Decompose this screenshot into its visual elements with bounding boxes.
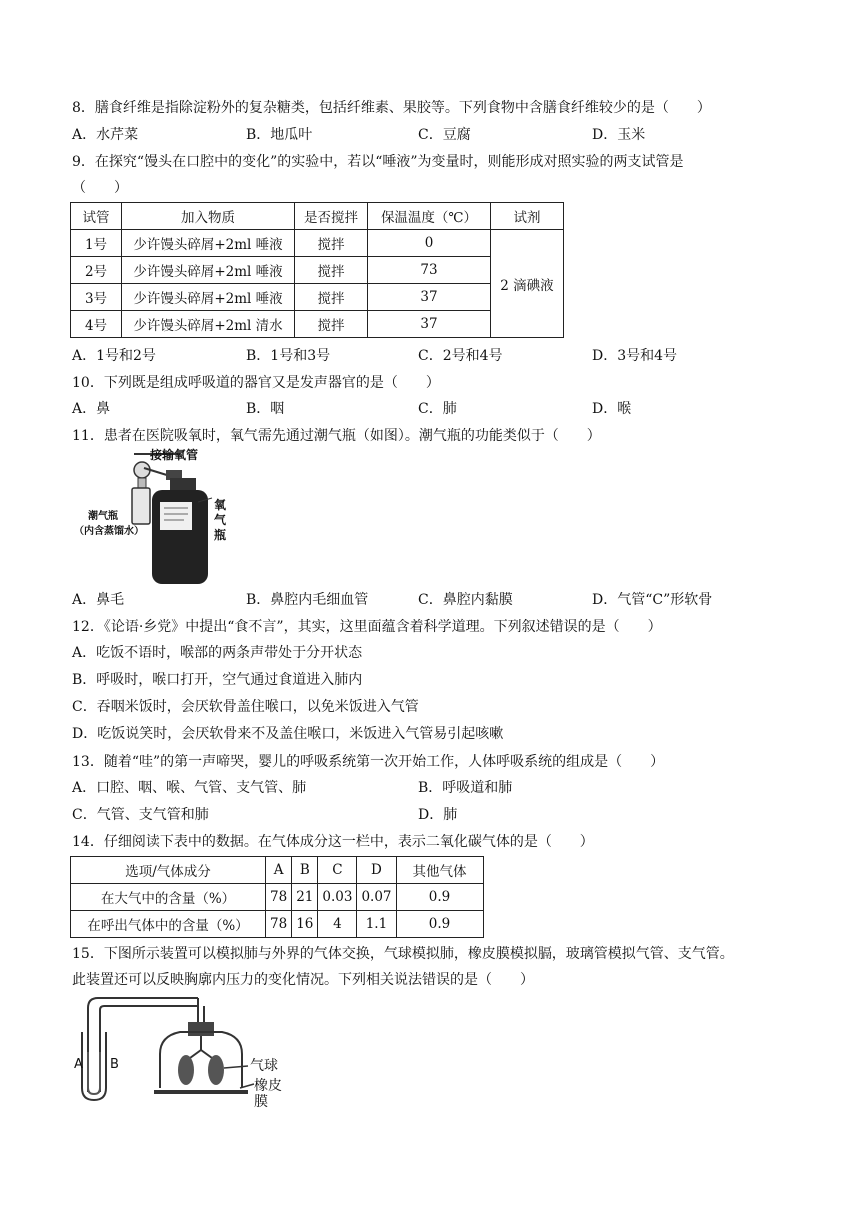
table-cell: 0.07 bbox=[357, 884, 396, 911]
table-header: 试剂 bbox=[491, 203, 564, 230]
figure-label-bottle-char: 氧 bbox=[214, 498, 227, 512]
q9-stem-line2: （ ） bbox=[72, 180, 128, 196]
table-cell: 0.9 bbox=[396, 884, 483, 911]
table-cell: 搅拌 bbox=[295, 230, 368, 257]
table-cell: 4号 bbox=[71, 311, 122, 338]
q8-stem: 8．膳食纤维是指除淀粉外的复杂糖类，包括纤维素、果胶等。下列食物中含膳食纤维较少的是（ ） bbox=[72, 100, 711, 116]
table-cell: 少许馒头碎屑+2ml 唾液 bbox=[122, 284, 295, 311]
q11-option-a: A．鼻毛 bbox=[72, 592, 125, 608]
figure-label-balloon: 气球 bbox=[250, 1058, 278, 1074]
q13-option-a: A．口腔、咽、喉、气管、支气管、肺 bbox=[72, 780, 307, 796]
table-cell: 4 bbox=[318, 911, 357, 938]
q12-option-a: A．吃饭不语时，喉部的两条声带处于分开状态 bbox=[72, 645, 363, 661]
q14-stem: 14．仔细阅读下表中的数据。在气体成分这一栏中，表示二氧化碳气体的是（ ） bbox=[72, 834, 594, 850]
q8-option-b: B．地瓜叶 bbox=[246, 127, 313, 143]
table-cell: 21 bbox=[292, 884, 318, 911]
table-cell: 78 bbox=[266, 884, 292, 911]
table-header: 试管 bbox=[71, 203, 122, 230]
table-cell: 搅拌 bbox=[295, 311, 368, 338]
figure-label-a: A bbox=[74, 1057, 83, 1072]
q9-option-d: D．3号和4号 bbox=[592, 348, 678, 364]
table-cell: 2号 bbox=[71, 257, 122, 284]
figure-label-bottle-char: 瓶 bbox=[214, 528, 227, 542]
q9-option-a: A．1号和2号 bbox=[72, 348, 156, 364]
q9-option-b: B．1号和3号 bbox=[246, 348, 331, 364]
table-header: 保温温度（℃） bbox=[368, 203, 491, 230]
table-cell: 在大气中的含量（%） bbox=[71, 884, 266, 911]
table-header: 其他气体 bbox=[396, 857, 483, 884]
table-cell: 37 bbox=[368, 311, 491, 338]
table-cell: 0.03 bbox=[318, 884, 357, 911]
q9-option-c: C．2号和4号 bbox=[418, 348, 503, 364]
q12-option-d: D．吃饭说笑时，会厌软骨来不及盖住喉口，米饭进入气管易引起咳嗽 bbox=[72, 726, 504, 742]
table-cell: 37 bbox=[368, 284, 491, 311]
table-cell: 16 bbox=[292, 911, 318, 938]
q10-option-c: C．肺 bbox=[418, 401, 457, 417]
q12-option-c: C．吞咽米饭时，会厌软骨盖住喉口，以免米饭进入气管 bbox=[72, 699, 419, 715]
reagent-cell: 2 滴碘液 bbox=[491, 230, 564, 338]
q11-stem: 11．患者在医院吸氧时，氧气需先通过潮气瓶（如图）。潮气瓶的功能类似于（ ） bbox=[72, 428, 601, 444]
table-header-row bbox=[71, 857, 484, 884]
q10-stem: 10．下列既是组成呼吸道的器官又是发声器官的是（ ） bbox=[72, 375, 440, 391]
table-cell: 73 bbox=[368, 257, 491, 284]
table-row bbox=[71, 884, 484, 911]
q11-option-c: C．鼻腔内黏膜 bbox=[418, 592, 513, 608]
table-header: D bbox=[357, 857, 396, 884]
q15-stem-line2: 此装置还可以反映胸廓内压力的变化情况。下列相关说法错误的是（ ） bbox=[72, 972, 534, 988]
table-cell: 1号 bbox=[71, 230, 122, 257]
q8-option-c: C．豆腐 bbox=[418, 127, 471, 143]
figure-label-bottle bbox=[214, 498, 226, 543]
q13-option-c: C．气管、支气管和肺 bbox=[72, 807, 209, 823]
table-cell: 在呼出气体中的含量（%） bbox=[71, 911, 266, 938]
table-header: 加入物质 bbox=[122, 203, 295, 230]
q13-option-d: D．肺 bbox=[418, 807, 458, 823]
figure-label-bottle-char: 气 bbox=[214, 513, 227, 527]
q10-option-d: D．喉 bbox=[592, 401, 632, 417]
table-header: 选项/气体成分 bbox=[71, 857, 266, 884]
q11-option-d: D．气管“C”形软骨 bbox=[592, 592, 713, 608]
table-row bbox=[71, 230, 564, 257]
humidifier-bottle-figure bbox=[74, 448, 240, 588]
table-row bbox=[71, 311, 564, 338]
table-header: C bbox=[318, 857, 357, 884]
table-header: B bbox=[292, 857, 318, 884]
table-cell: 0 bbox=[368, 230, 491, 257]
table-cell: 搅拌 bbox=[295, 284, 368, 311]
figure-label-membrane: 橡皮膜 bbox=[254, 1078, 282, 1110]
q15-stem-line1: 15．下图所示装置可以模拟肺与外界的气体交换，气球模拟肺，橡皮膜模拟膈，玻璃管模拟气管、支气管。 bbox=[72, 946, 734, 962]
table-cell: 少许馒头碎屑+2ml 唾液 bbox=[122, 230, 295, 257]
table-header-row bbox=[71, 203, 564, 230]
q10-option-b: B．咽 bbox=[246, 401, 285, 417]
q12-stem: 12．《论语·乡党》中提出“食不言”，其实，这里面蕴含着科学道理。下列叙述错误的是（ ） bbox=[72, 619, 662, 635]
q12-option-b: B．呼吸时，喉口打开，空气通过食道进入肺内 bbox=[72, 672, 363, 688]
table-cell: 搅拌 bbox=[295, 257, 368, 284]
table-cell: 78 bbox=[266, 911, 292, 938]
figure-label-distilled-water: （内含蒸馏水） bbox=[74, 526, 144, 537]
table-cell: 3号 bbox=[71, 284, 122, 311]
q13-option-b: B．呼吸道和肺 bbox=[418, 780, 513, 796]
table-row bbox=[71, 284, 564, 311]
table-cell: 1.1 bbox=[357, 911, 396, 938]
table-row bbox=[71, 257, 564, 284]
q10-option-a: A．鼻 bbox=[72, 401, 111, 417]
table-cell: 少许馒头碎屑+2ml 唾液 bbox=[122, 257, 295, 284]
q14-table bbox=[70, 856, 484, 938]
table-header: 是否搅拌 bbox=[295, 203, 368, 230]
table-header: A bbox=[266, 857, 292, 884]
table-cell: 少许馒头碎屑+2ml 清水 bbox=[122, 311, 295, 338]
figure-label-b: B bbox=[110, 1057, 119, 1072]
q13-stem: 13．随着“哇”的第一声啼哭，婴儿的呼吸系统第一次开始工作，人体呼吸系统的组成是（ ） bbox=[72, 754, 665, 770]
q8-option-a: A．水芹菜 bbox=[72, 127, 139, 143]
lung-model-figure bbox=[74, 992, 294, 1110]
q11-option-b: B．鼻腔内毛细血管 bbox=[246, 592, 369, 608]
table-cell: 0.9 bbox=[396, 911, 483, 938]
table-row bbox=[71, 911, 484, 938]
q9-stem-line1: 9．在探究“馒头在口腔中的变化”的实验中，若以“唾液”为变量时，则能形成对照实验的两支试管是 bbox=[72, 154, 684, 170]
figure-label-tube: 接输氧管 bbox=[150, 448, 199, 462]
figure-label-humidifier: 潮气瓶 bbox=[88, 511, 118, 522]
q9-table bbox=[70, 202, 564, 338]
q8-option-d: D．玉米 bbox=[592, 127, 646, 143]
